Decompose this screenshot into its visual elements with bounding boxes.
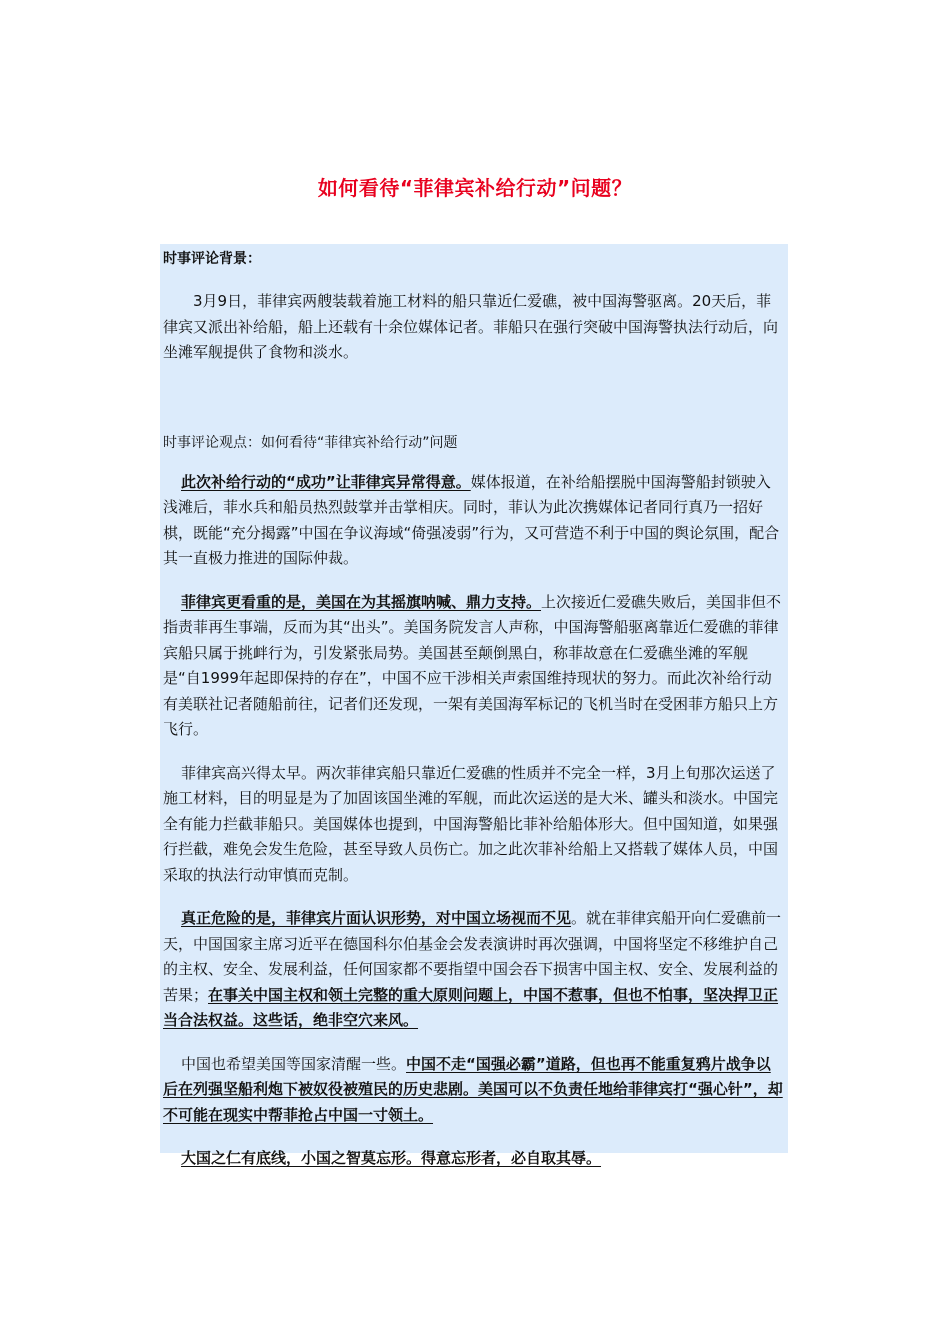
paragraph-4-body: 。就在菲律宾船开向仁爱礁前一天，中国国家主席习近平在德国科尔伯基金会发表演讲时再次强调，中国将坚定不移维护自己的主权、安全、发展利益，任何国家都不要指望中国会吞下损害中国主权、安全、发展利益的苦果； (163, 909, 782, 1004)
paragraph-2 (163, 590, 785, 743)
paragraph-4-tail: 在事关中国主权和领土完整的重大原则问题上，中国不惹事，但也不怕事，坚决捍卫正当合法权益。这些话，绝非空穴来风。 (163, 985, 779, 1029)
paragraph-1-body: 媒体报道，在补给船摆脱中国海警船封锁驶入浅滩后，菲水兵和船员热烈鼓掌并击掌相庆。同时，菲认为此次携媒体记者同行真乃一招好棋，既能“充分揭露”中国在争议海域“倚强凌弱”行为，又可营造不利于中国的舆论氛围，配合其一直极力推进的国际仲裁。 (163, 472, 780, 567)
paragraph-2-body: 上次接近仁爱礁失败后，美国非但不指责菲再生事端，反而为其“出头”。美国务院发言人声称，中国海警船驱离靠近仁爱礁的菲律宾船只属于挑衅行为，引发紧张局势。美国甚至颠倒黑白，称菲故意在仁爱礁坐滩的军舰是“自1999年起即保持的存在”，中国不应干涉相关声索国维持现状的努力。而此次补给行动有美联社记者随船前往，记者们还发现，一架有美国海军标记的飞机当时在受困菲方船只上方飞行。 (163, 592, 782, 738)
paragraph-4-lead: 真正危险的是，菲律宾片面认识形势，对中国立场视而不见 (181, 909, 572, 927)
paragraph-5-text: 中国也希望美国等国家清醒一些。 (181, 1054, 407, 1073)
paragraph-1-lead: 此次补给行动的“成功”让菲律宾异常得意。 (181, 472, 471, 491)
paragraph-6-lead: 大国之仁有底线，小国之智莫忘形。得意忘形者，必自取其辱。 (181, 1149, 602, 1167)
paragraph-1 (163, 470, 785, 572)
paragraph-3-text: 菲律宾高兴得太早。两次菲律宾船只靠近仁爱礁的性质并不完全一样，3月上旬那次运送了施工材料，目的明显是为了加固该国坐滩的军舰，而此次运送的是大米、罐头和淡水。中国完全有能力拦截菲船只。美国媒体也提到，中国海警船比菲补给船体形大。但中国知道，如果强行拦截，难免会发生危险，甚至导致人员伤亡。加之此次菲补给船上又搭载了媒体人员，中国采取的执法行动审慎而克制。 (163, 763, 779, 884)
viewpoint-heading: 时事评论观点：如何看待“菲律宾补给行动”问题 (163, 434, 458, 451)
spacer (163, 366, 785, 432)
paragraph-6 (163, 1146, 785, 1172)
document-title: 如何看待“菲律宾补给行动”问题？ (317, 176, 633, 200)
paragraph-4 (163, 906, 785, 1034)
background-paragraph: 3月9日，菲律宾两艘装载着施工材料的船只靠近仁爱礁，被中国海警驱离。20天后，菲律宾又派出补给船，船上还载有十余位媒体记者。菲船只在强行突破中国海警执法行动后，向坐滩军舰提供了食物和淡水。 (163, 292, 779, 361)
paragraph-2-lead: 菲律宾更看重的是，美国在为其摇旗呐喊、鼎力支持。 (181, 592, 542, 611)
background-heading: 时事评论背景： (163, 251, 261, 267)
paragraph-5-tail: 中国不走“国强必霸”道路，但也再不能重复鸦片战争以后在列强坚船利炮下被奴役被殖民的历史悲剧。美国可以不负责任地给菲律宾打“强心针”，却不可能在现实中帮菲抢占中国一寸领土。 (163, 1054, 783, 1124)
paragraph-3 (163, 761, 785, 889)
article-box (160, 244, 788, 1167)
paragraph-5 (163, 1052, 785, 1129)
